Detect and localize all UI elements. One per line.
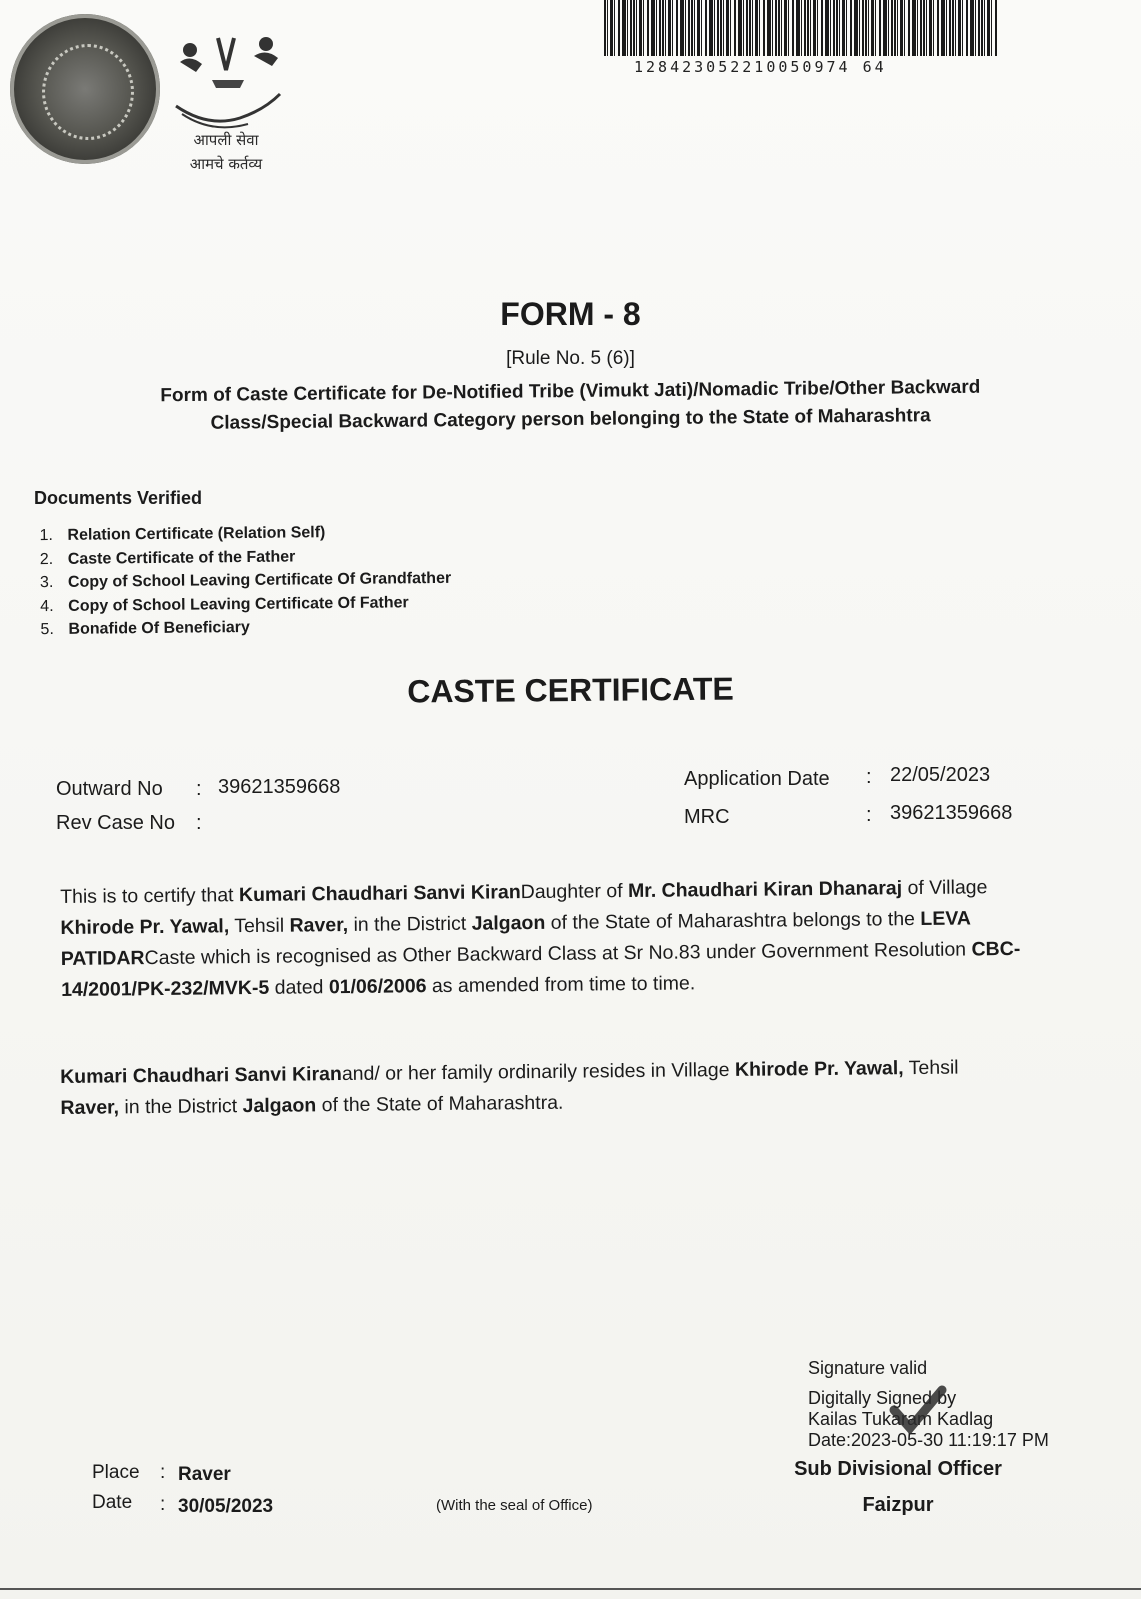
rev-case-colon: :: [196, 812, 202, 834]
barcode-number: 128423052210050974 64: [634, 58, 887, 76]
officer-designation: Sub Divisional Officer: [794, 1458, 1002, 1480]
date-value: 30/05/2023: [178, 1496, 274, 1517]
list-item: 5. Bonafide Of Beneficiary: [40, 618, 250, 639]
application-date-label: Application Date: [684, 768, 830, 790]
checkmark-icon: [888, 1384, 948, 1436]
outward-label: Outward No: [56, 778, 163, 800]
seal-note: (With the seal of Office): [436, 1497, 593, 1514]
date-label: Date: [92, 1492, 133, 1513]
residence-paragraph: Kumari Chaudhari Sanvi Kiranand/ or her family ordinarily resides in Village Khirode Pr. Yawal, Tehsil Raver, in the District Jalgaon of the State of Maharashtra.: [60, 1056, 959, 1119]
outward-colon: :: [196, 778, 202, 800]
list-item: 1. Relation Certificate (Relation Self): [39, 524, 326, 545]
application-date-colon: :: [866, 766, 872, 788]
list-item: 4. Copy of School Leaving Certificate Of Father: [40, 593, 409, 615]
logo-tagline: आपली सेवा आमचे कर्तव्य: [189, 131, 263, 173]
bottom-border: [0, 1588, 1141, 1590]
place-colon: :: [160, 1462, 166, 1483]
mrc-value: 39621359668: [890, 802, 1013, 824]
barcode-icon: [600, 0, 1000, 62]
form-heading: Form of Caste Certificate for De-Notified Tribe (Vimukt Jati)/Nomadic Tribe/Other Backward Class/Special Backward Category person belonging to the State of Maharashtra: [160, 376, 981, 434]
certificate-title: CASTE CERTIFICATE: [407, 670, 734, 710]
documents-verified-title: Documents Verified: [34, 488, 203, 508]
documents-list: [39, 520, 451, 642]
signed-by-line: Digitally Signed by: [808, 1388, 957, 1408]
list-item: 3. Copy of School Leaving Certificate Of Grandfather: [39, 569, 452, 592]
list-item: 2. Caste Certificate of the Father: [39, 547, 296, 568]
mrc-colon: :: [866, 804, 872, 826]
office-location: Faizpur: [862, 1494, 934, 1516]
place-label: Place: [92, 1462, 140, 1483]
date-colon: :: [160, 1494, 166, 1515]
government-seal-icon: [10, 14, 160, 164]
signature-date: Date:2023-05-30 11:19:17 PM: [808, 1430, 1049, 1450]
rev-case-label: Rev Case No: [56, 812, 175, 834]
outward-value: 39621359668: [218, 776, 341, 798]
place-value: Raver: [178, 1464, 231, 1485]
rule-number: [Rule No. 5 (6)]: [506, 348, 635, 369]
signer-name: Kailas Tukaram Kadlag: [808, 1409, 994, 1429]
certification-paragraph: This is to certify that Kumari Chaudhari Sanvi KiranDaughter of Mr. Chaudhari Kiran Dhanaraj of Village Khirode Pr. Yawal, Tehsil Raver, in the District Jalgaon of the State of Maharashtra belongs to the LEVA PATIDARCaste which is recognised as Other Backward Class at Sr No.83 under Government Resolution CBC-14/2001/PK-232/MVK-5 dated 01/06/2006 as amended from time to time.: [60, 876, 1021, 1001]
form-title: FORM - 8: [500, 296, 641, 332]
application-date-value: 22/05/2023: [890, 764, 991, 786]
signature-valid-text: Signature valid: [808, 1358, 928, 1378]
mrc-label: MRC: [684, 806, 730, 828]
